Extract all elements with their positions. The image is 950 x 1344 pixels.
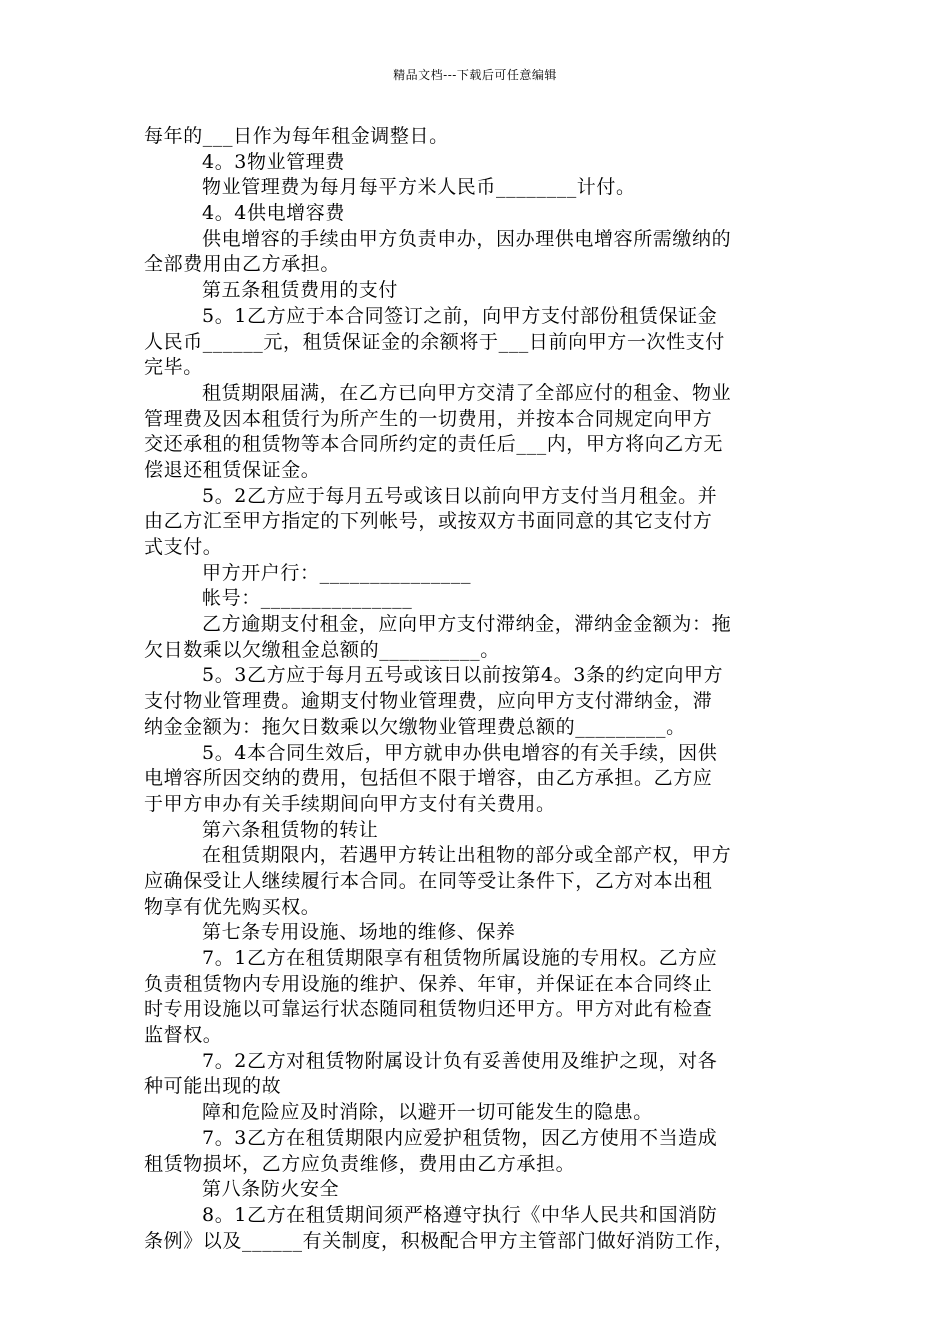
text-line: 条例》以及______有关制度，积极配合甲方主管部门做好消防工作， bbox=[144, 1229, 734, 1252]
text-line: 物业管理费为每月每平方米人民币________计付。 bbox=[202, 176, 636, 199]
text-line: 监督权。 bbox=[144, 1024, 223, 1047]
page-header: 精品文档---下载后可任意编辑 bbox=[393, 68, 557, 82]
text-line: 5。4本合同生效后，甲方就申办供电增容的有关手续，因供 bbox=[202, 741, 718, 764]
text-line: 于甲方申办有关手续期间向甲方支付有关费用。 bbox=[144, 792, 556, 815]
text-line: 5。1乙方应于本合同签订之前，向甲方支付部份租赁保证金 bbox=[202, 304, 718, 327]
text-line: 第五条租赁费用的支付 bbox=[202, 279, 399, 302]
text-line: 欠日数乘以欠缴租金总额的__________。 bbox=[144, 638, 500, 661]
text-line: 应确保受让人继续履行本合同。在同等受让条件下，乙方对本出租 bbox=[144, 869, 713, 892]
text-line: 帐号：_______________ bbox=[202, 587, 413, 610]
text-line: 第七条专用设施、场地的维修、保养 bbox=[202, 921, 516, 944]
text-line: 4。4供电增容费 bbox=[202, 202, 345, 225]
text-line: 在租赁期限内，若遇甲方转让出租物的部分或全部产权，甲方 bbox=[202, 844, 732, 867]
text-line: 物享有优先购买权。 bbox=[144, 895, 321, 918]
text-line: 全部费用由乙方承担。 bbox=[144, 253, 341, 276]
text-line: 供电增容的手续由甲方负责申办，因办理供电增容所需缴纳的 bbox=[202, 227, 732, 250]
document-body bbox=[144, 124, 816, 1254]
text-line: 时专用设施以可靠运行状态随同租赁物归还甲方。甲方对此有检查 bbox=[144, 998, 713, 1021]
text-line: 7。2乙方对租赁物附属设计负有妥善使用及维护之现，对各 bbox=[202, 1049, 718, 1072]
text-line: 种可能出现的故 bbox=[144, 1075, 282, 1098]
text-line: 7。1乙方在租赁期限享有租赁物所属设施的专用权。乙方应 bbox=[202, 947, 718, 969]
text-line: 8。1乙方在租赁期间须严格遵守执行《中华人民共和国消防 bbox=[202, 1203, 718, 1226]
text-line: 5。3乙方应于每月五号或该日以前按第4。3条的约定向甲方 bbox=[202, 664, 724, 687]
text-line: 乙方逾期支付租金，应向甲方支付滞纳金，滞纳金金额为：拖 bbox=[202, 613, 732, 636]
text-line: 式支付。 bbox=[144, 536, 223, 558]
text-line: 纳金金额为：拖欠日数乘以欠缴物业管理费总额的_________。 bbox=[144, 715, 686, 738]
text-line: 障和危险应及时消除，以避开一切可能发生的隐患。 bbox=[202, 1101, 653, 1124]
text-line: 完毕。 bbox=[144, 356, 203, 379]
text-line: 偿退还租赁保证金。 bbox=[144, 458, 321, 481]
text-line: 人民币______元，租赁保证金的余额将于___日前向甲方一次性支付 bbox=[144, 330, 725, 353]
text-line: 电增容所因交纳的费用，包括但不限于增容，由乙方承担。乙方应 bbox=[144, 767, 713, 790]
text-line: 7。3乙方在租赁期限内应爱护租赁物，因乙方使用不当造成 bbox=[202, 1126, 718, 1149]
text-line: 交还承租的租赁物等本合同所约定的责任后___内，甲方将向乙方无 bbox=[144, 433, 724, 456]
text-line: 支付物业管理费。逾期支付物业管理费，应向甲方支付滞纳金，滞 bbox=[144, 690, 713, 713]
text-line: 负责租赁物内专用设施的维护、保养、年审，并保证在本合同终止 bbox=[144, 972, 713, 995]
text-line: 租赁期限届满，在乙方已向甲方交清了全部应付的租金、物业 bbox=[202, 381, 732, 404]
text-line: 第六条租赁物的转让 bbox=[202, 818, 379, 841]
text-line: 租赁物损坏，乙方应负责维修，费用由乙方承担。 bbox=[144, 1152, 576, 1175]
text-line: 第八条防火安全 bbox=[202, 1178, 340, 1201]
text-line: 5。2乙方应于每月五号或该日以前向甲方支付当月租金。并 bbox=[202, 484, 718, 507]
text-line: 由乙方汇至甲方指定的下列帐号，或按双方书面同意的其它支付方 bbox=[144, 510, 713, 533]
text-line: 甲方开户行：_______________ bbox=[202, 561, 472, 584]
text-line: 管理费及因本租赁行为所产生的一切费用，并按本合同规定向甲方 bbox=[144, 407, 713, 430]
text-line: 每年的___日作为每年租金调整日。 bbox=[144, 125, 449, 147]
text-line: 4。3物业管理费 bbox=[202, 150, 345, 173]
